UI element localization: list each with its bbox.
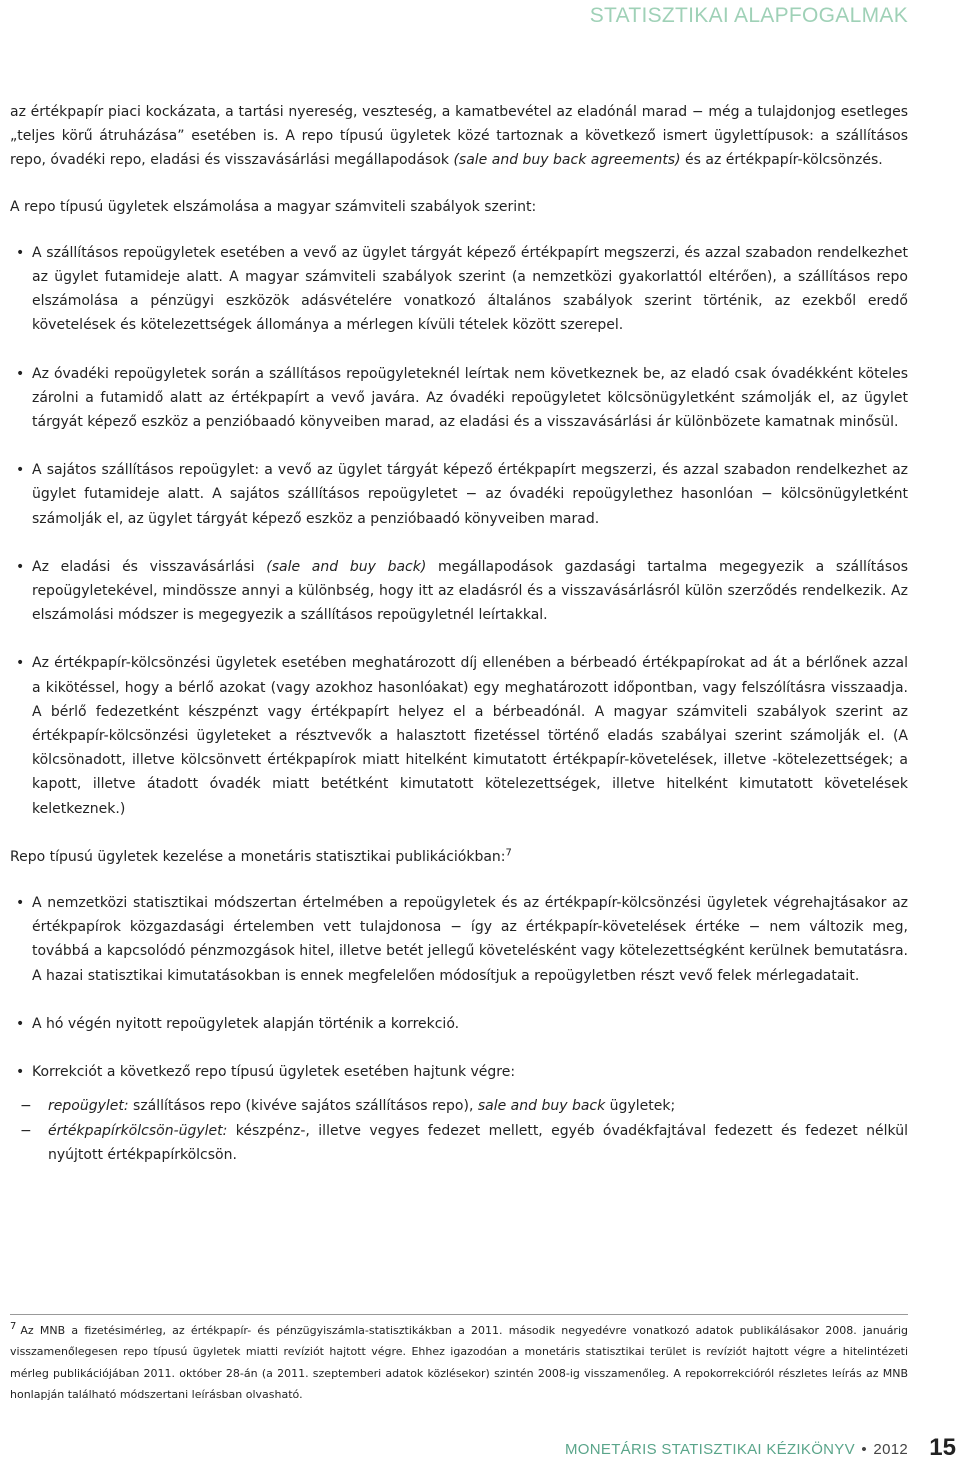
italic-text: értékpapírkölcsön-ügylet:: [48, 1122, 228, 1139]
italic-text: repoügylet:: [48, 1098, 129, 1115]
dash-marker: −: [20, 1122, 32, 1139]
accounting-bullet-list: [10, 241, 908, 821]
text-run: készpénz-, illetve vegyes fedezet mellett, egyéb óvadékfajtával fedezett és fedezet nélkül nyújtott értékpapírkölcsön.: [48, 1122, 908, 1163]
text-run: szállításos repo (kivéve sajátos szállításos repo),: [128, 1098, 478, 1115]
running-footer: [565, 1441, 908, 1458]
text-run: A hó végén nyitott repoügyletek alapján történik a korrekció.: [32, 1015, 460, 1032]
accounting-bullet: [10, 651, 908, 820]
intro-paragraph: [10, 100, 908, 173]
accounting-bullet: [10, 458, 908, 531]
accounting-bullet: [10, 241, 908, 338]
statistics-bullet: [10, 1012, 908, 1036]
correction-dash-item: [10, 1119, 908, 1167]
section-heading: [10, 845, 908, 869]
accounting-bullet: [10, 362, 908, 435]
main-content: [10, 100, 908, 1167]
footnote: [10, 1320, 908, 1405]
footnote-rule: [10, 1314, 908, 1315]
section-intro: A repo típusú ügyletek elszámolása a magyar számviteli szabályok szerint:: [10, 198, 537, 215]
footer-separator: •: [861, 1441, 867, 1458]
section-heading-text: Repo típusú ügyletek kezelése a monetáris statisztikai publikációkban:: [10, 848, 506, 865]
italic-text: sale and buy back: [477, 1098, 606, 1115]
text-run: A sajátos szállításos repoügylet: a vevő az ügylet tárgyát képező értékpapírt megszerzi, és azzal szabadon rendelkezhet az ügylet futamideje alatt. A sajátos szállításos repoügyletet − az óvadéki repoügylethez hasonlóan − kölcsönügyletként számolják el, az ügylet tárgyát képező eszköz a penzióbaadó könyveiben marad.: [32, 462, 908, 527]
statistics-bullet: [10, 891, 908, 988]
text-run: és az értékpapír-kölcsönzés.: [680, 152, 883, 169]
footnote-number: 7: [10, 1321, 17, 1332]
footnote-text: Az MNB a fizetésimérleg, az értékpapír- és pénzügyiszámla-statisztikákban a 2011. második negyedévre vonatkozó adatok publikálásakor 2008. januárig visszamenőlegesen repo típusú ügyletek miatti revíziót hajtott végre. Ehhez igazodóan a monetáris statisztikai terület is revíziót hajtott végre a hitelintézeti mérleg publikációjában 2011. október 28-án (a 2011. szeptemberi adatok közlésekor) szintén 2008-ig visszamenőleg. A repokorrekcióról részletes leírás az MNB honlapján található módszertani leírásban olvasható.: [10, 1324, 908, 1401]
statistics-bullet-list: [10, 891, 908, 1084]
text-run: az értékpapír piaci kockázata, a tartási nyereség, veszteség, a kamatbevétel az eladónál marad − még a tulajdonjog esetleges „teljes körű átruházása” esetében is. A repo típusú ügyletek közé tartoznak a következő ismert ügylettípusok: a szállításos repo, óvadéki repo, eladási és visszavásárlási megállapodások: [10, 104, 908, 169]
italic-text: (sale and buy back agreements): [453, 152, 681, 169]
dash-marker: −: [20, 1098, 32, 1115]
text-run: megállapodások gazdasági tartalma megegyezik a szállításos repoügyletekével, mindössze annyi a különbség, hogy itt az eladásról és a visszavásárlásról külön szerződés rendelkezik. Az elszámolási módszer is megegyezik a szállításos repoügyletnél leírtakkal.: [32, 558, 909, 624]
text-run: Az eladási és visszavásárlási: [32, 558, 267, 575]
text-run: A nemzetközi statisztikai módszertan értelmében a repoügyletek és az értékpapír-kölcsönzési ügyletek végrehajtásakor az értékpapírok közgazdasági értelemben vett tulajdonosa − így az értékpapír-követelések értéke − nem változik meg, továbbá a kapcsolódó pénzmozgások hitel, illetve betét jellegű követelésként vagy kötelezettségként kerülnek bemutatásra. A hazai statisztikai kimutatásokban is ennek megfelelően módosítjuk a repoügyletben részt vevő felek mérlegadatait.: [32, 895, 908, 984]
text-run: ügyletek;: [605, 1098, 676, 1115]
statistics-bullet: [10, 1060, 908, 1084]
accounting-bullet: [10, 555, 908, 628]
footer-year: 2012: [873, 1441, 908, 1458]
correction-dash-list: [10, 1094, 908, 1167]
page-number: 15: [929, 1434, 956, 1461]
text-run: A szállításos repoügyletek esetében a vevő az ügylet tárgyát képező értékpapírt megszerzi, és azzal szabadon rendelkezhet az ügylet futamideje alatt. A magyar számviteli szabályok szerint (a nemzetközi gyakorlattól eltérően), a szállításos repo elszámolása a pénzügyi eszközök adásvételére vonatkozó általános szabályok szerint történik, az ezekből eredő követelések és kötelezettségek állománya a mérlegen kívüli tételek között szerepel.: [32, 244, 908, 334]
footnote-ref: 7: [505, 847, 512, 859]
italic-text: (sale and buy back): [266, 558, 427, 575]
text-run: Az értékpapír-kölcsönzési ügyletek esetében meghatározott díj ellenében a bérbeadó értékpapírokat ad át a bérlőnek azzal a kikötéssel, hogy a bérlő azokat (vagy azokhoz hasonlóakat) egy meghatározott időpontban, vagy felszólításra visszaadja. A bérlő fedezetként készpénzt vagy értékpapírt helyez el a bérbeadónál. A magyar számviteli szabályok szerint az értékpapír-kölcsönzési ügyleteket a résztvevők a halasztott fizetéssel történő eladás szabályai szerint számolják el. (A kölcsönadott, illetve kölcsönvett értékpapírok miatt hitelként kimutatott értékpapír-követelések, illetve -kötelezettségek; a kapott, illetve átadott óvadék miatt betétként kimutatott kötelezettségek, illetve hitelként kimutatott követelések keletkeznek.): [32, 655, 908, 817]
text-run: Korrekciót a következő repo típusú ügyletek esetében hajtunk végre:: [32, 1064, 516, 1081]
text-run: Az óvadéki repoügyletek során a szállításos repoügyleteknél leírtak nem következnek be, az eladó csak óvadékként köteles zárolni a futamidő alatt az értékpapírt a vevő javára. Az óvadéki repoügyletet kölcsönügyletként számolják el, az ügylet tárgyát képező eszköz a penzióbaadó könyveiben marad, az eladási és a visszavásárlási ár különbözete kamatnak minősül.: [32, 365, 908, 431]
correction-dash-item: [10, 1094, 908, 1118]
footer-title: MONETÁRIS STATISZTIKAI KÉZIKÖNYV: [565, 1441, 855, 1458]
running-header: STATISZTIKAI ALAPFOGALMAK: [589, 4, 908, 27]
